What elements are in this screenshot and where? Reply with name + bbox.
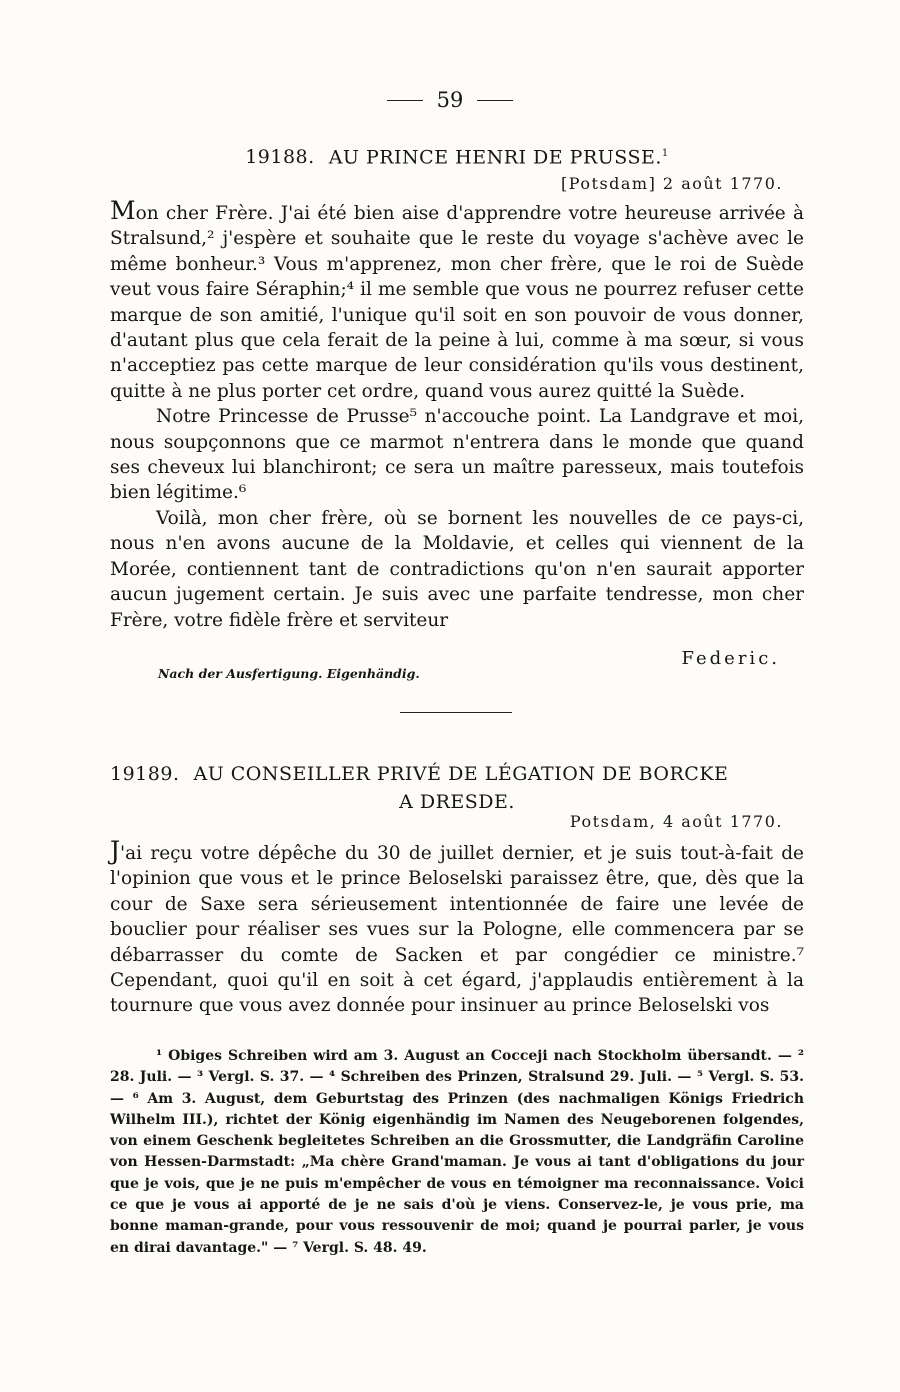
letter-1-initial: M: [110, 196, 136, 225]
footnotes: [110, 1046, 804, 1259]
letter-1-title-footnote: 1: [661, 148, 669, 159]
letter-2-dateline: Potsdam, 4 août 1770.: [569, 812, 783, 831]
letter-1-paragraph-3: Voilà, mon cher frère, où se bornent les nouvelles de ce pays-ci, nous n'en avons aucune de la Moldavie, et celles qui viennent de la Morée, contiennent tant de contradictions qu'on n'en saurait apporter aucun jugement certain. Je suis avec une parfaite tendresse, mon cher Frère, votre fidèle frère et serviteur: [110, 507, 804, 631]
letter-2-paragraph-1-text: 'ai reçu votre dépêche du 30 de juillet dernier, et je suis tout-à-fait de l'opinion que vous et le prince Beloselski paraissez être, que, dès que la cour de Saxe sera sérieusement intentionnée de faire une levée de bouclier pour réaliser ses vues sur la Pologne, elle commencera par se débarrasser du comte de Sacken et par congédier ce ministre.⁷ Cependant, quoi qu'il en soit à cet égard, j'applaudis entièrement à la tournure que vous avez donnée pour insinuer au prince Beloselski vos: [110, 843, 804, 1017]
page-number-rule-left: [387, 100, 423, 101]
letter-1-heading: [110, 140, 804, 171]
letter-1-paragraph-1: [110, 196, 804, 404]
letter-2-initial: J: [110, 836, 121, 865]
page-number-rule-right: [477, 100, 513, 101]
letter-1-paragraph-2: Notre Princesse de Prusse⁵ n'accouche point. La Landgrave et moi, nous soupçonnons que ce marmot n'entrera dans le monde que quand ses cheveux lui blanchiront; ce sera un maître paresseux, mais toutefois bien légitime.⁶: [110, 406, 804, 504]
letter-2-title-line-2: A DRESDE.: [399, 791, 515, 813]
letter-1-number: 19188.: [245, 146, 315, 169]
letter-2-body: [110, 836, 804, 1019]
letter-1-signature: Federic.: [681, 648, 780, 669]
footnotes-text: ¹ Obiges Schreiben wird am 3. August an Cocceji nach Stockholm übersandt. — ² 28. Juli. — ³ Vergl. S. 37. — ⁴ Schreiben des Prinzen, Stralsund 29. Juli. — ⁵ Vergl. S. 53. — ⁶ Am 3. August, dem Geburtstag des Prinzen (des nachmaligen Königs Friedrich Wilhelm III.), richtet der König eigenhändig im Namen des Neugeborenen folgendes, von einem Geschenk begleitetes Schreiben an die Grossmutter, die Landgräfin Caroline von Hessen-Darmstadt: „Ma chère Grand'maman. Je vous ai tant d'obligations du jour que je vois, que je ne puis m'empêcher de vous en témoigner ma reconnaissance. Voici ce que je vous ai apporté de je ne sais d'où je viens. Conservez-le, je vous prie, ma bonne maman-grande, pour vous ressouvenir de moi; quand je pourrai parler, je vous en dirai davantage." — ⁷ Vergl. S. 48. 49.: [110, 1048, 804, 1256]
section-separator: [400, 712, 512, 713]
letter-2-title-line-1: AU CONSEILLER PRIVÉ DE LÉGATION DE BORCKE: [193, 763, 729, 785]
letter-2-heading: [110, 760, 804, 816]
letter-1-paragraph-1-text: on cher Frère. J'ai été bien aise d'apprendre votre heureuse arrivée à Stralsund,² j'espère et souhaite que le reste du voyage s'achève avec le même bonheur.³ Vous m'apprenez, mon cher frère, que le roi de Suède veut vous faire Séraphin;⁴ il me semble que vous ne pourrez refuser cette marque de son amitié, l'unique qu'il soit en son pouvoir de vous donner, d'autant plus que cela ferait de la peine à lui, comme à ma sœur, si vous n'acceptiez pas cette marque de leur considération qu'ils vous destinent, quitte à ne plus porter cet ordre, quand vous aurez quitté la Suède.: [110, 203, 804, 402]
letter-2-paragraph-1: [110, 836, 804, 1019]
page-number-text: 59: [436, 88, 464, 112]
letter-1-source-note: Nach der Ausfertigung. Eigenhändig.: [158, 666, 420, 681]
page-number: [0, 88, 900, 112]
letter-1-title: AU PRINCE HENRI DE PRUSSE.: [328, 146, 662, 169]
letter-2-number: 19189.: [110, 763, 180, 785]
letter-1-body: [110, 196, 804, 633]
letter-1-dateline: [Potsdam] 2 août 1770.: [561, 174, 783, 193]
